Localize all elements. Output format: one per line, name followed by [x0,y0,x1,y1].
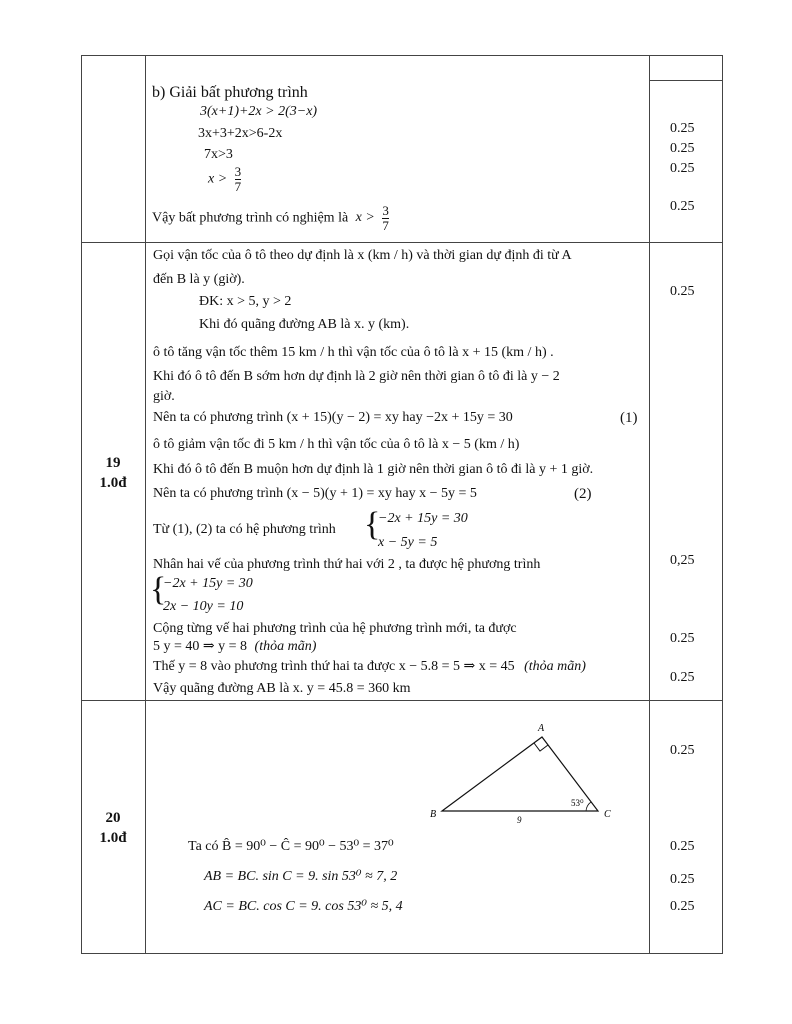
q20-score-1: 0.25 [670,743,695,758]
partb-conclusion-lhs: x > [355,210,375,226]
system2-eq-2: 2x − 10y = 10 [163,599,244,614]
vertex-a-label: A [538,723,545,734]
q19-tag-1: (1) [620,410,638,426]
q20-line-2: AB = BC. sin C = 9. sin 53⁰ ≈ 7, 2 [204,869,398,884]
triangle-diagram [420,715,620,825]
system-brace-2: { [150,571,167,608]
q19-line-16-note: (thỏa mãn) [524,659,586,674]
right-angle-mark [534,743,548,751]
system2-eq-1: −2x + 15y = 30 [163,576,253,591]
fraction-numerator: 3 [234,164,242,179]
angle-c-label: 53⁰ [571,798,584,808]
fraction-denominator: 7 [234,178,242,194]
q19-line-11: Nên ta có phương trình (x − 5)(y + 1) = xy hay x − 5y = 5 [153,486,477,501]
partb-conclusion-text: Vậy bất phương trình có nghiệm là [152,210,349,226]
q19-points: 1.0đ [99,474,127,491]
column-divider-left [145,55,146,954]
q19-line-12: Từ (1), (2) ta có hệ phương trình [153,522,336,537]
q19-number-label: 19 [105,455,121,471]
q20-points: 1.0đ [99,829,127,846]
partb-score-2: 0.25 [670,141,695,156]
q19-score-2: 0,25 [670,553,695,568]
partb-line1: 3(x+1)+2x > 2(3−x) [200,104,318,119]
partb-score-4: 0.25 [670,199,695,214]
system1-eq-2: x − 5y = 5 [378,535,438,550]
q19-score-3: 0.25 [670,631,695,646]
q19-line-8: Nên ta có phương trình (x + 15)(y − 2) = xy hay −2x + 15y = 30 [153,410,513,425]
q19-line-7: giờ. [153,389,175,404]
fraction-numerator: 3 [382,203,389,218]
partb-score-3: 0.25 [670,161,695,176]
column-divider-right [649,55,650,954]
answer-table [81,55,723,954]
angle-c-arc [586,802,591,811]
q20-score-2: 0.25 [670,839,695,854]
partb-line4-lhs: x > [208,171,228,187]
side-bc-label: 9 [517,815,522,825]
system-brace-1: { [364,506,381,543]
q19-line-3: ĐK: x > 5, y > 2 [199,294,292,309]
header-row-divider [649,80,723,81]
q19-line-9: ô tô giảm vận tốc đi 5 km / h thì vận tốc của ô tô là x − 5 (km / h) [153,437,520,452]
system1-eq-1: −2x + 15y = 30 [378,511,468,526]
q20-number-label: 20 [105,810,121,826]
q20-line-3: AC = BC. cos C = 9. cos 53⁰ ≈ 5, 4 [204,899,403,914]
q19-line-16 [153,659,586,674]
vertex-b-label: B [430,809,437,820]
partb-conclusion-fraction [382,204,389,232]
q19-line-16-eq: Thế y = 8 vào phương trình thứ hai ta được x − 5.8 = 5 ⇒ x = 45 [153,659,515,674]
q20-score-3: 0.25 [670,872,695,887]
partb-conclusion [152,204,389,232]
q19-line-13: Nhân hai vế của phương trình thứ hai với 2 , ta được hệ phương trình [153,557,541,572]
partb-score-1: 0.25 [670,121,695,136]
q19-score-1: 0.25 [670,284,695,299]
q20-line-1: Ta có B̂ = 90⁰ − Ĉ = 90⁰ − 53⁰ = 37⁰ [188,839,394,854]
q19-line-4: Khi đó quãng đường AB là x. y (km). [199,317,410,332]
q20-number [81,809,145,848]
q19-line-1: Gọi vận tốc của ô tô theo dự định là x (km / h) và thời gian dự định đi từ A [153,248,572,263]
partb-title: b) Giải bất phương trình [152,84,308,101]
q19-number [81,454,145,493]
row-divider-19 [81,242,723,243]
q19-line-15-note: (thỏa mãn) [254,639,317,654]
partb-line2: 3x+3+2x>6-2x [198,126,283,141]
q19-line-6: Khi đó ô tô đến B sớm hơn dự định là 2 giờ nên thời gian ô tô đi là y − 2 [153,369,560,384]
q19-line-15 [153,639,316,654]
q19-tag-2: (2) [574,486,592,502]
q19-line-17: Vậy quãng đường AB là x. y = 45.8 = 360 km [153,681,411,696]
q19-line-2: đến B là y (giờ). [153,272,245,287]
q19-line-10: Khi đó ô tô đến B muộn hơn dự định là 1 giờ nên thời gian ô tô đi là y + 1 giờ. [153,462,594,477]
fraction-denominator: 7 [382,217,389,233]
partb-line4-fraction [235,165,242,193]
q20-score-4: 0.25 [670,899,695,914]
q19-score-4: 0.25 [670,670,695,685]
q19-line-15-eq: 5 y = 40 ⇒ y = 8 [153,639,248,654]
partb-line4 [208,165,241,193]
row-divider-20 [81,700,723,701]
vertex-c-label: C [604,809,611,820]
partb-line3: 7x>3 [204,147,233,162]
q19-line-5: ô tô tăng vận tốc thêm 15 km / h thì vận tốc của ô tô là x + 15 (km / h) . [153,345,554,360]
q19-line-14: Cộng từng vế hai phương trình của hệ phương trình mới, ta được [153,621,517,636]
